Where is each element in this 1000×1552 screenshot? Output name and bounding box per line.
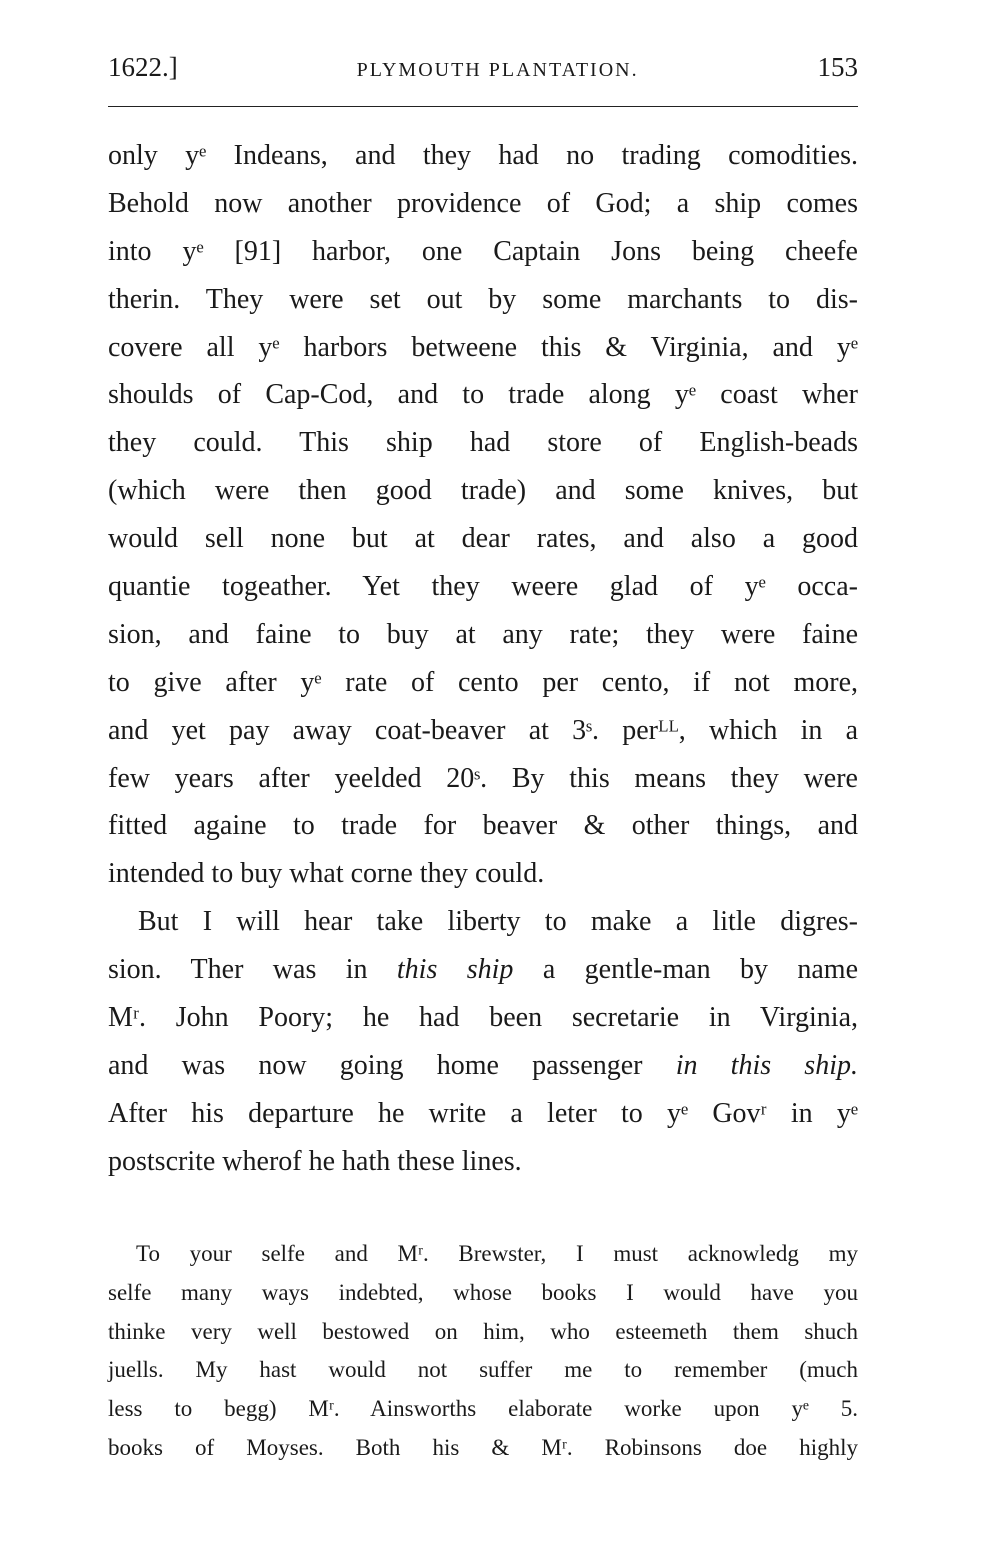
text-line: Mʳ. John Poory; he had been secretarie in Virginia, bbox=[108, 1002, 858, 1034]
text-line bbox=[108, 946, 858, 994]
quote-line: less to begg) Mʳ. Ainsworths elaborate worke upon yᵉ 5. bbox=[108, 1396, 858, 1422]
header-year: 1622.] bbox=[108, 52, 178, 82]
quote-line: thinke very well bestowed on him, who esteemeth them shuch bbox=[108, 1318, 858, 1344]
text-line: only yᵉ Indeans, and they had no trading comodities. bbox=[108, 140, 858, 171]
text-line: to give after yᵉ rate of cento per cento, if not more, bbox=[108, 666, 858, 698]
text-line: quantie togeather. Yet they weere glad of yᵉ occa- bbox=[108, 571, 858, 603]
italic-text: in this ship. bbox=[675, 1049, 858, 1081]
text-line: (which were then good trade) and some knives, but bbox=[108, 475, 858, 507]
page-number: 153 bbox=[817, 52, 858, 82]
text-segment: a gentle-man by name bbox=[513, 954, 858, 986]
header-title: PLYMOUTH PLANTATION. bbox=[356, 59, 639, 81]
text-line: Behold now another providence of God; a ship comes bbox=[108, 187, 858, 219]
text-line: After his departure he write a leter to yᵉ Govʳ in yᵉ bbox=[108, 1097, 858, 1129]
text-line: and yet pay away coat-beaver at 3ˢ. perᴸᴸ, which in a bbox=[108, 714, 858, 746]
text-line: few years after yeelded 20ˢ. By this means they were bbox=[108, 762, 858, 794]
quoted-letter bbox=[108, 1235, 858, 1468]
text-line: postscrite wherof he hath these lines. bbox=[108, 1145, 522, 1177]
text-line: shoulds of Cap-Cod, and to trade along yᵉ coast wher bbox=[108, 379, 858, 411]
text-line: sion, and faine to buy at any rate; they were faine bbox=[108, 618, 858, 650]
header-rule bbox=[108, 106, 858, 107]
text-line: covere all yᵉ harbors betweene this & Virginia, and yᵉ bbox=[108, 331, 858, 363]
italic-text: this ship bbox=[396, 954, 514, 986]
quote-line: books of Moyses. Both his & Mʳ. Robinsons doe highly bbox=[108, 1434, 858, 1460]
text-line: into yᵉ [91] harbor, one Captain Jons being cheefe bbox=[108, 235, 858, 267]
text-segment: sion. Ther was in bbox=[108, 954, 397, 986]
text-line: therin. They were set out by some marchants to dis- bbox=[108, 283, 858, 315]
quote-line: juells. My hast would not suffer me to remember (much bbox=[108, 1357, 858, 1383]
main-text bbox=[108, 132, 858, 1186]
quote-line: To your selfe and Mʳ. Brewster, I must acknowledg my bbox=[136, 1241, 858, 1266]
text-line bbox=[108, 1042, 858, 1090]
text-line: intended to buy what corne they could. bbox=[108, 858, 545, 890]
text-line: fitted againe to trade for beaver & other things, and bbox=[108, 810, 858, 842]
quote-line: selfe many ways indebted, whose books I would have you bbox=[108, 1279, 858, 1305]
text-segment: and was now going home passenger bbox=[108, 1049, 676, 1081]
text-line: would sell none but at dear rates, and also a good bbox=[108, 523, 858, 555]
text-line: they could. This ship had store of English-beads bbox=[108, 427, 858, 459]
running-head bbox=[108, 52, 858, 92]
text-line: But I will hear take liberty to make a litle digres- bbox=[138, 906, 858, 938]
